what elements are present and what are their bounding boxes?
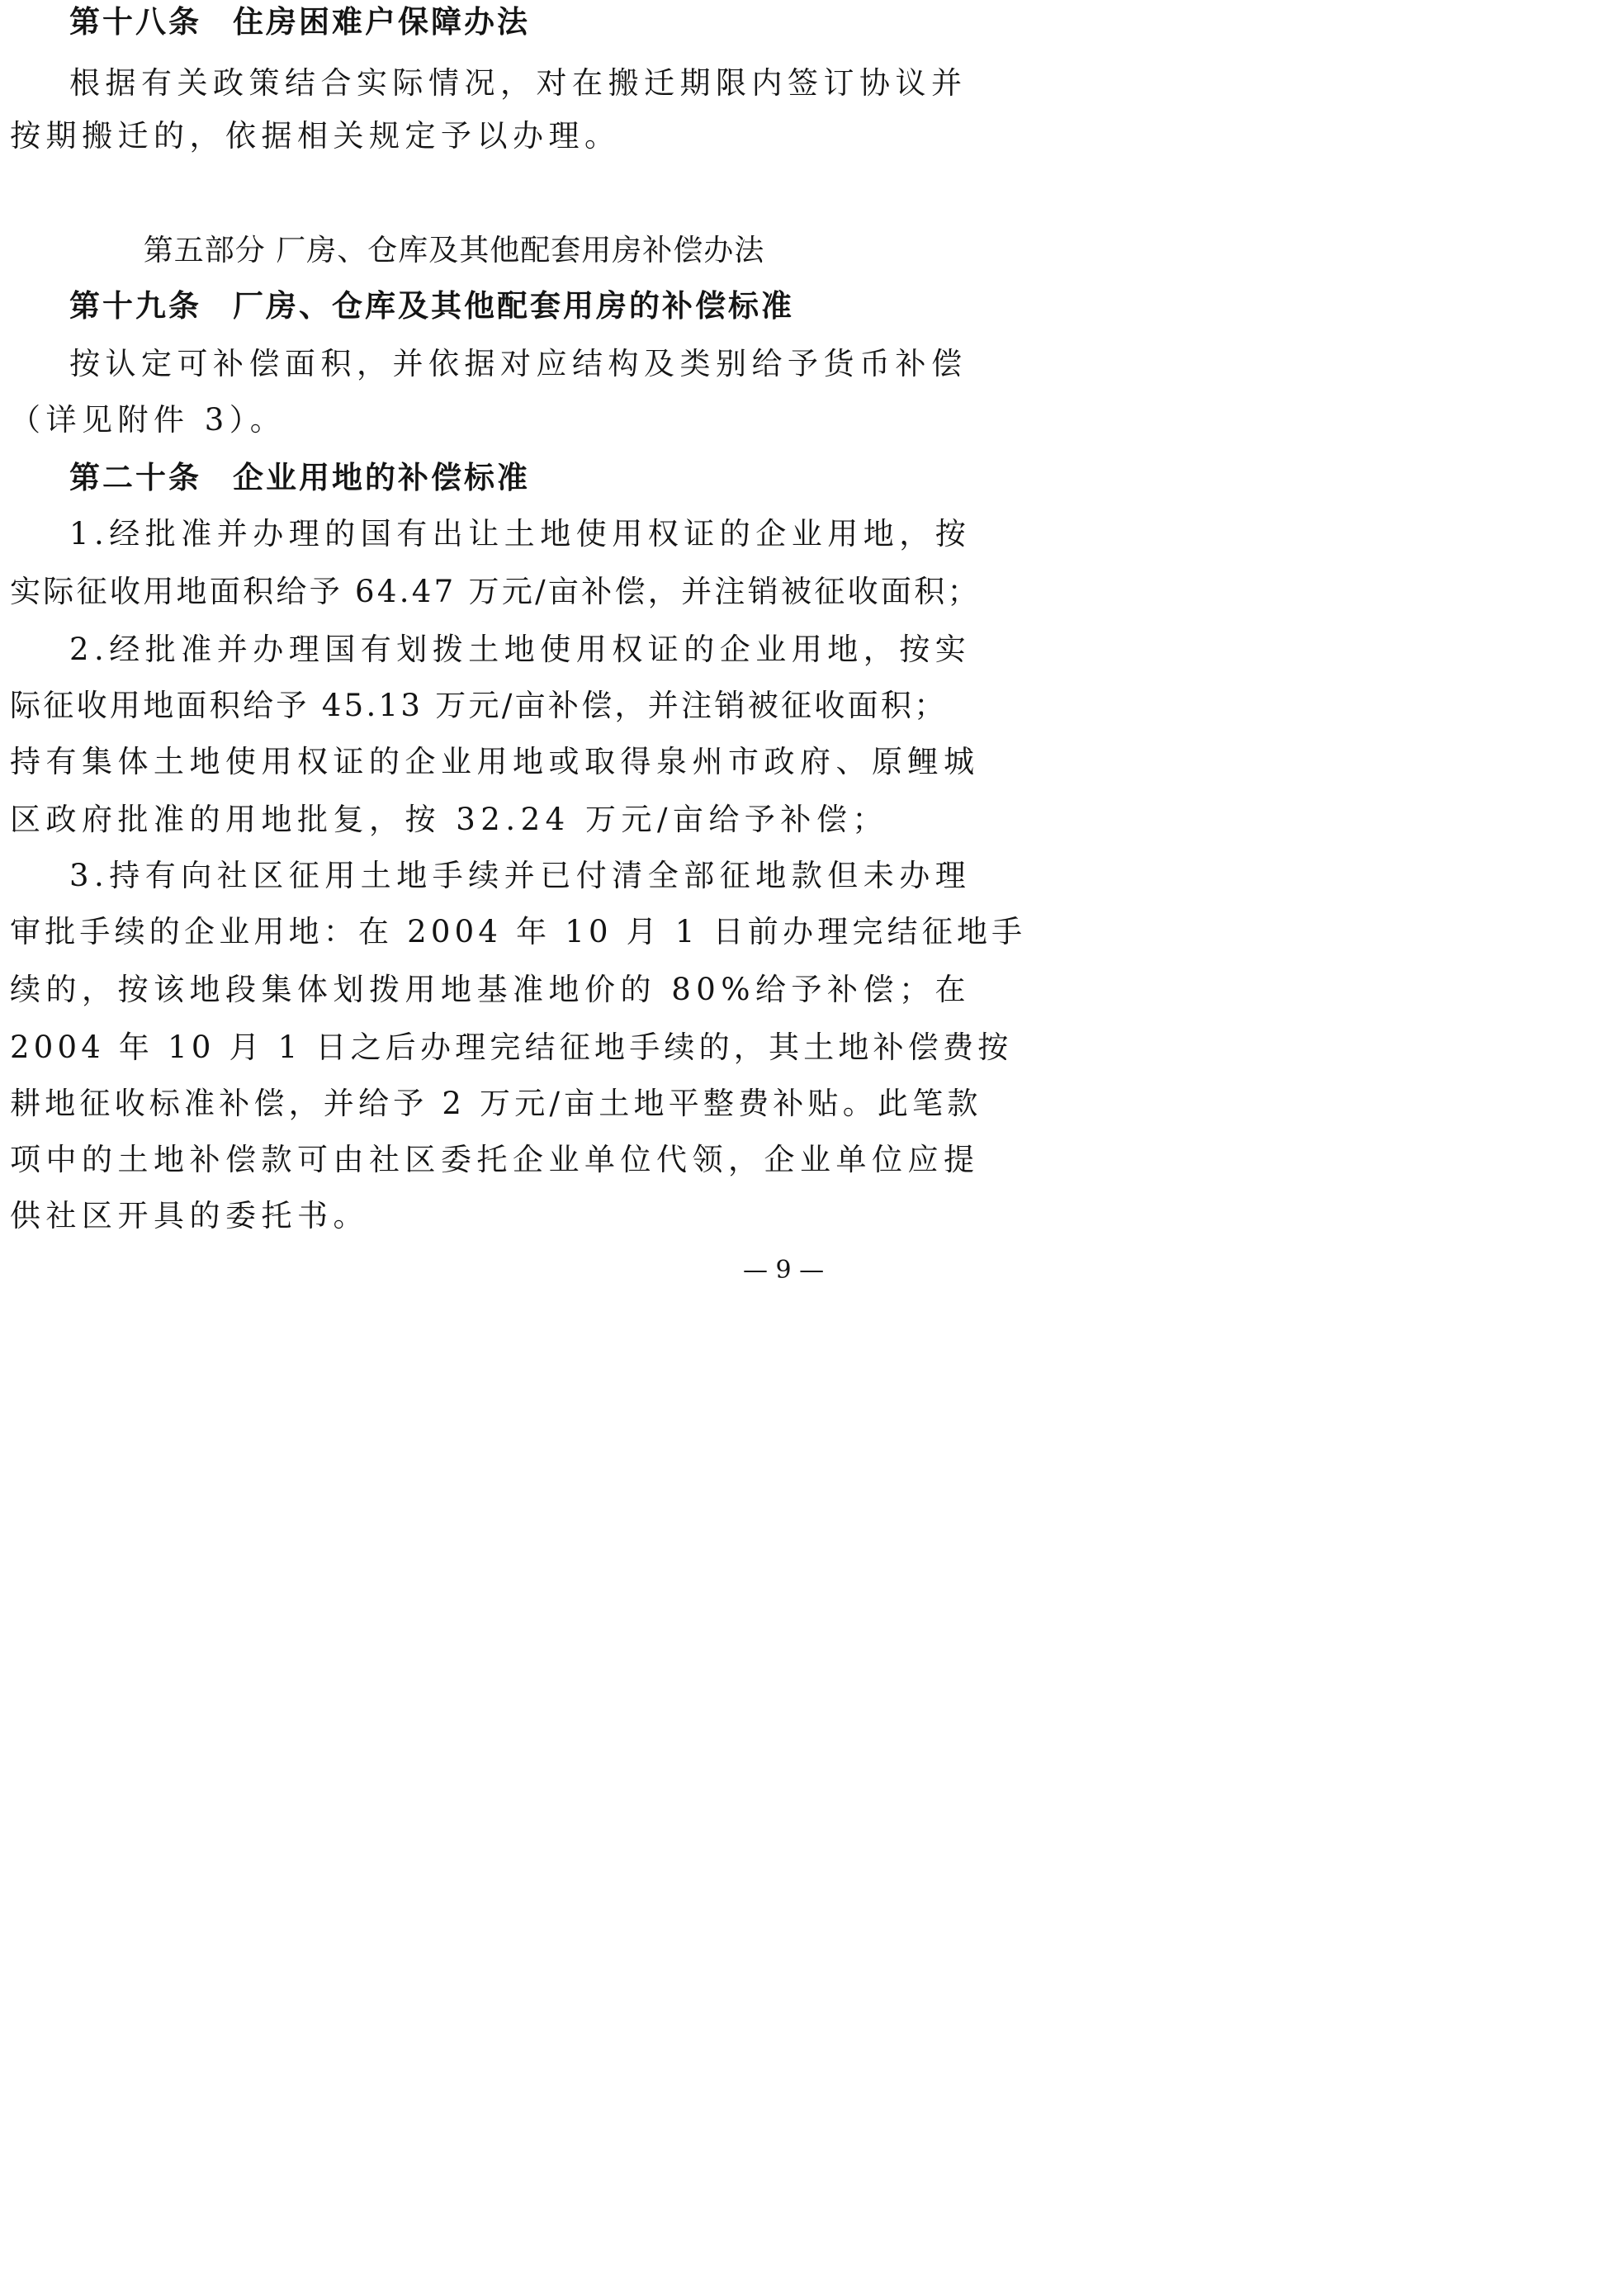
article-20-line-8: 审批手续的企业用地：在 2004 年 10 月 1 日前办理完结征地手 bbox=[10, 914, 1027, 949]
article-20-line-12: 项中的土地补偿款可由社区委托企业单位代领，企业单位应提 bbox=[10, 1142, 980, 1177]
article-20-line-5: 持有集体土地使用权证的企业用地或取得泉州市政府、原鲤城 bbox=[10, 744, 980, 779]
article-19-title: 厂房、仓库及其他配套用房的补偿标准 bbox=[233, 288, 794, 324]
article-18-line-1: 根据有关政策结合实际情况，对在搬迁期限内签订协议并 bbox=[69, 65, 968, 101]
article-20-line-3: 2.经批准并办理国有划拨土地使用权证的企业用地，按实 bbox=[69, 632, 972, 667]
article-19-number: 第十九条 bbox=[69, 288, 201, 324]
part-5-title: 第五部分 厂房、仓库及其他配套用房补偿办法 bbox=[143, 234, 765, 267]
article-20-line-11: 耕地征收标准补偿，并给予 2 万元/亩土地平整费补贴。此笔款 bbox=[10, 1086, 982, 1121]
article-20-line-2: 实际征收用地面积给予 64.47 万元/亩补偿，并注销被征收面积； bbox=[10, 574, 981, 609]
article-18-title: 住房困难户保障办法 bbox=[233, 4, 530, 40]
article-20-line-6: 区政府批准的用地批复，按 32.24 万元/亩给予补偿； bbox=[10, 802, 888, 837]
article-20-line-10: 2004 年 10 月 1 日之后办理完结征地手续的，其土地补偿费按 bbox=[10, 1030, 1013, 1065]
article-20-line-13: 供社区开具的委托书。 bbox=[10, 1198, 369, 1233]
article-20-number: 第二十条 bbox=[69, 460, 201, 495]
article-20-line-7: 3.持有向社区征用土地手续并已付清全部征地款但未办理 bbox=[69, 858, 972, 893]
article-18-line-2: 按期搬迁的，依据相关规定予以办理。 bbox=[10, 118, 621, 154]
article-20-line-9: 续的，按该地段集体划拨用地基准地价的 80%给予补偿；在 bbox=[10, 972, 971, 1007]
article-20-heading bbox=[69, 462, 887, 493]
article-18-heading bbox=[69, 4, 887, 40]
article-20-line-4: 际征收用地面积给予 45.13 万元/亩补偿，并注销被征收面积； bbox=[10, 688, 948, 723]
page-number: — 9 — bbox=[743, 1256, 825, 1285]
article-18-number: 第十八条 bbox=[69, 4, 201, 40]
article-19-heading bbox=[69, 288, 887, 324]
article-19-line-2: （详见附件 3）。 bbox=[10, 402, 286, 438]
document-page bbox=[0, 0, 1027, 1290]
article-19-line-1: 按认定可补偿面积，并依据对应结构及类别给予货币补偿 bbox=[69, 346, 968, 381]
article-20-title: 企业用地的补偿标准 bbox=[233, 460, 530, 495]
article-20-line-1: 1.经批准并办理的国有出让土地使用权证的企业用地，按 bbox=[69, 516, 972, 552]
